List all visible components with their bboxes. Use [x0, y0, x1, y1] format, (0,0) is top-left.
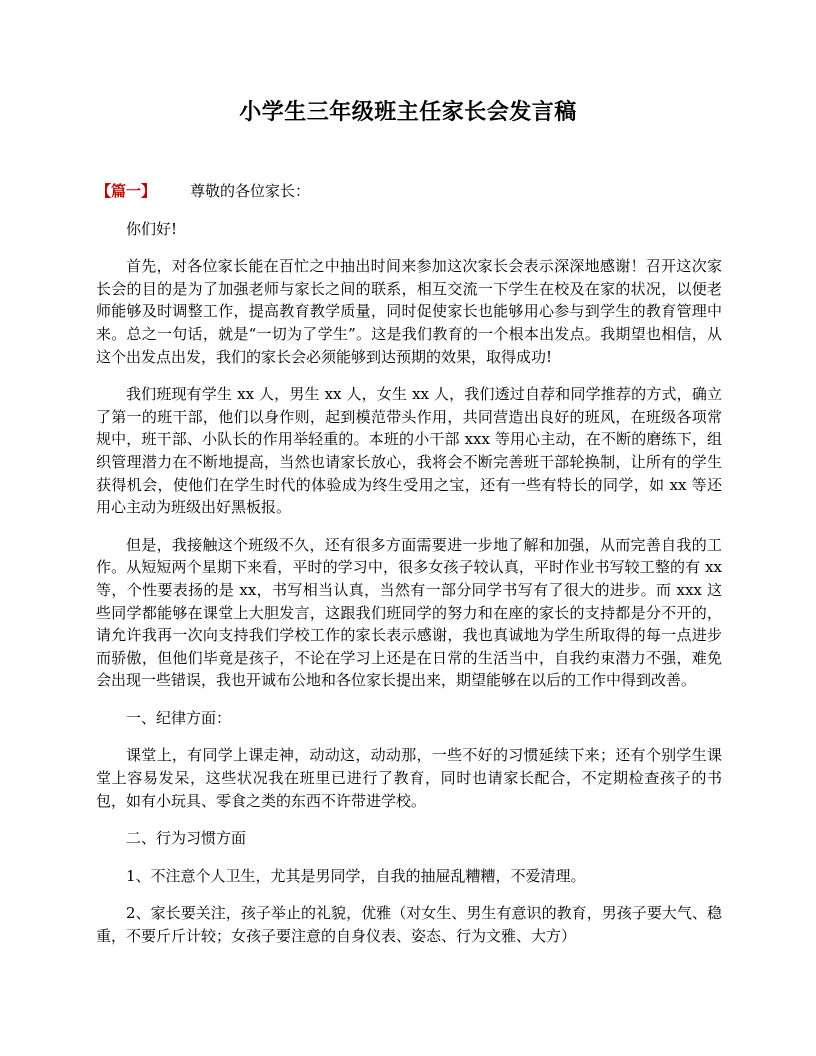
heading-discipline: 一、纪律方面：: [126, 708, 232, 727]
paragraph-improvement: 但是，我接触这个班级不久，还有很多方面需要进一步地了解和加强，从而完善自我的工作。从短短两个星期下来看，平时的学习中，很多女孩子较认真，平时作业书写较工整的有 xx 等，个性要表扬的是 xx，书写相当认真，当然有一部分同学书写有了很大的进步。而 xxx 这些同学都能够在课堂上大胆发言，这跟我们班同学的努力和在座的家长的支持都是分不开的，请允许我再一次向支持我们学校工作的家长表示感谢，我也真诚地为学生所取得的每一点进步而骄傲，但他们毕竟是孩子，不论在学习上还是在日常的生活当中，自我约束潜力不强，难免会出现一些错误，我也开诚布公地和各位家长提出来，期望能够在以后的工作中得到改善。: [96, 535, 722, 690]
paragraph-behavior-2: 2、家长要关注，孩子举止的礼貌，优雅（对女生、男生有意识的教育，男孩子要大气、稳重，不要斤斤计较；女孩子要注意的自身仪表、姿态、行为文雅、大方）: [96, 904, 722, 946]
heading-behavior: 二、行为习惯方面: [126, 829, 247, 848]
paragraph-intro: 首先，对各位家长能在百忙之中抽出时间来参加这次家长会表示深深地感谢！召开这次家长会的目的是为了加强老师与家长之间的联系，相互交流一下学生在校及在家的状况，以便老师能够及时调整工作，提高教育教学质量，同时促使家长也能够用心参与到学生的教育管理中来。总之一句话，就是“一切为了学生”。这是我们教育的一个根本出发点。我期望也相信，从这个出发点出发，我们的家长会必须能够到达预期的效果，取得成功!: [96, 257, 722, 366]
section-label: 【篇一】: [96, 182, 157, 200]
section-heading-line: [96, 180, 722, 203]
document-title: 小学生三年级班主任家长会发言稿: [239, 99, 577, 125]
greeting: 尊敬的各位家长：: [190, 182, 311, 200]
paragraph-discipline: 课堂上，有同学上课走神，动动这，动动那，一些不好的习惯延续下来；还有个别学生课堂上容易发呆，这些状况我在班里已进行了教育，同时也请家长配合，不定期检查孩子的书包，如有小玩具、零食之类的东西不许带进学校。: [96, 746, 722, 810]
paragraph-behavior-1: 1、不注意个人卫生，尤其是男同学，自我的抽屉乱糟糟，不爱清理。: [126, 866, 586, 885]
paragraph-class-info: 我们班现有学生 xx 人，男生 xx 人，女生 xx 人，我们透过自荐和同学推荐的方式，确立了第一的班干部，他们以身作则，起到模范带头作用，共同营造出良好的班风，在班级各项常规中，班干部、小队长的作用举轻重的。本班的小干部 xxx 等用心主动，在不断的磨练下，组织管理潜力在不断地提高，当然也请家长放心，我将会不断完善班干部轮换制，让所有的学生获得机会，使他们在学生时代的体验成为终生受用之宝，还有一些有特长的同学，如 xx 等还用心主动为班级出好黑板报。: [96, 385, 722, 517]
document-body: [96, 180, 722, 963]
paragraph-hello: 你们好!: [126, 219, 178, 238]
